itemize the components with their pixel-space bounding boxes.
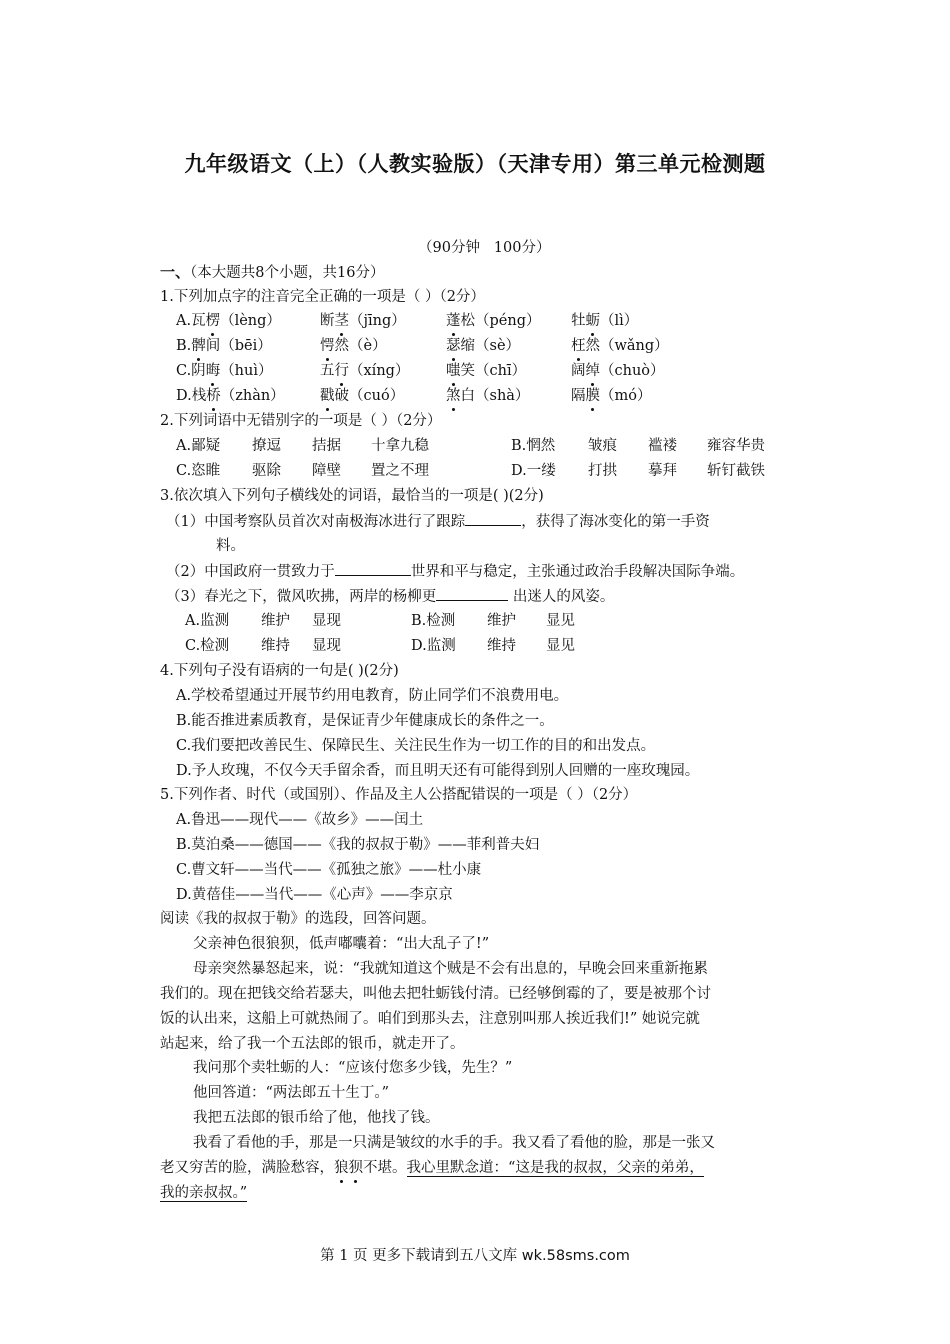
option-text: D.栈: [176, 388, 207, 404]
passage-paragraph-6-line-2: [160, 1158, 704, 1178]
option-text: 五: [320, 363, 335, 379]
q2-option-a-word-2: 撩逗: [252, 438, 281, 454]
dotted-character: 愕: [320, 338, 335, 354]
dotted-character: 行: [334, 363, 349, 379]
reading-intro: 阅读《我的叔叔于勒》的选段，回答问题。: [160, 911, 436, 927]
underlined-sentence: 我心里默念道：“这是我的叔叔，父亲的弟弟，: [406, 1160, 704, 1176]
dotted-character: 煞: [446, 388, 461, 404]
pinyin-annotation: 白（shà）: [460, 388, 530, 404]
pinyin-annotation: 然（wǎng）: [585, 338, 669, 354]
q1-option-b-item-3: [446, 336, 520, 356]
dotted-character: 髀: [191, 338, 206, 354]
q3-s2-part-a: （2）中国政府一贯致力于: [166, 564, 335, 580]
option-text: A.瓦: [176, 313, 206, 329]
q3-option-a-word-2: 维护: [261, 613, 290, 629]
q1-option-a-item-4: [571, 311, 638, 331]
dotted-character: 嗤: [446, 363, 461, 379]
q4-option-d: D.予人玫瑰，不仅今天手留余香，而且明天还有可能得到别人回赠的一座玫瑰园。: [176, 763, 700, 779]
pinyin-annotation: （xíng）: [349, 363, 410, 379]
dotted-character: 瑟: [446, 338, 461, 354]
passage-paragraph-3: 我问那个卖牡蛎的人：“应该付您多少钱，先生？”: [193, 1060, 513, 1076]
dotted-character: 膜: [585, 388, 600, 404]
q3-sentence-3: [166, 586, 614, 607]
option-text: B.: [176, 338, 192, 354]
pinyin-annotation: 破（cuó）: [334, 388, 405, 404]
pinyin-annotation: 笑（chī）: [460, 363, 527, 379]
pinyin-annotation: （mó）: [600, 388, 652, 404]
q1-option-c-item-4: [571, 361, 665, 381]
option-text: 断: [320, 313, 335, 329]
pinyin-annotation: （lì）: [600, 313, 639, 329]
passage-paragraph-4: 他回答道：“两法郎五十生丁。”: [193, 1085, 390, 1101]
p6-text-b: 不堪。: [363, 1160, 407, 1176]
q2-option-b-word-1: B.惘然: [511, 438, 556, 454]
underlined-sentence-end: 我的亲叔叔。”: [160, 1185, 248, 1201]
q4-option-c: C.我们要把改善民生、保障民生、关注民生作为一切工作的目的和出发点。: [176, 738, 656, 754]
q3-option-a-word-1: A.监测: [185, 613, 230, 629]
exam-duration-score: （90分钟 100分）: [418, 240, 551, 256]
q2-option-a-word-3: 拮据: [312, 438, 341, 454]
q1-option-b-item-2: [320, 336, 387, 356]
dotted-character: 蛎: [585, 313, 600, 329]
q3-stem: 3.依次填入下列句子横线处的词语，最恰当的一项是( )(2分): [160, 488, 544, 504]
passage-paragraph-2-line-2: 我们的。现在把钱交给若瑟夫，叫他去把牡蛎钱付清。已经够倒霉的了，要是被那个讨: [160, 986, 711, 1002]
q3-option-d-word-2: 维持: [487, 638, 516, 654]
section-heading: [160, 262, 384, 283]
q1-option-c-item-3: [446, 361, 526, 381]
dotted-character: 枉: [571, 338, 586, 354]
passage-paragraph-5: 我把五法郎的银币给了他，他找了钱。: [193, 1110, 440, 1126]
footer-website-link[interactable]: wk.58sms.com: [521, 1248, 630, 1264]
p6-text-a: 老又穷苦的脸，满脸愁容，: [160, 1160, 334, 1176]
q3-option-a-word-3: 显现: [312, 613, 341, 629]
pinyin-annotation: （lèng）: [220, 313, 281, 329]
q2-option-c-word-3: 障壁: [312, 463, 341, 479]
passage-paragraph-6-line-3: [160, 1183, 247, 1203]
section-description: （本大题共8个小题，共16分）: [190, 265, 385, 281]
q5-option-b: B.莫泊桑——德国——《我的叔叔于勒》——菲利普夫妇: [176, 837, 540, 853]
dotted-character: 狼: [334, 1160, 349, 1176]
q1-option-a-item-1: [176, 311, 281, 331]
pinyin-annotation: 松（péng）: [460, 313, 541, 329]
q3-sentence-1: [166, 511, 710, 532]
q1-stem: 1.下列加点字的注音完全正确的一项是（ ）（2分）: [160, 289, 485, 305]
pinyin-annotation: 然（è）: [334, 338, 387, 354]
q3-option-b-word-3: 显见: [546, 613, 575, 629]
q3-option-d-word-3: 显见: [546, 638, 575, 654]
pinyin-annotation: 缩（sè）: [460, 338, 521, 354]
q2-stem: 2.下列词语中无错别字的一项是（ ）（2分）: [160, 413, 442, 429]
q1-option-b-item-4: [571, 336, 669, 356]
q2-option-c-word-4: 置之不理: [371, 463, 429, 479]
q5-option-c: C.曹文轩——当代——《孤独之旅》——杜小康: [176, 862, 482, 878]
pinyin-annotation: （zhàn）: [220, 388, 285, 404]
passage-paragraph-2-line-4: 站起来，给了我一个五法郎的银币，就走开了。: [160, 1036, 465, 1052]
footer-text: 第 1 页 更多下载请到五八文库: [320, 1248, 522, 1264]
q2-option-d-word-1: D.一缕: [511, 463, 556, 479]
q3-option-c-word-1: C.检测: [185, 638, 230, 654]
q4-option-b: B.能否推进素质教育，是保证青少年健康成长的条件之一。: [176, 713, 554, 729]
q2-option-b-word-2: 皱痕: [588, 438, 617, 454]
q1-option-d-item-3: [446, 386, 529, 406]
q3-s2-part-b: 世界和平与稳定，主张通过政治手段解决国际争端。: [410, 564, 745, 580]
q3-option-b-word-1: B.检测: [411, 613, 456, 629]
option-text: C.阴: [176, 363, 206, 379]
dotted-character: 绰: [585, 363, 600, 379]
q5-stem: 5.下列作者、时代（或国别）、作品及主人公搭配错误的一项是（ ）（2分）: [160, 787, 638, 803]
section-number: 一、: [160, 263, 191, 281]
dotted-character: 戳: [320, 388, 335, 404]
q2-option-d-word-2: 打拱: [588, 463, 617, 479]
q1-option-a-item-3: [446, 311, 540, 331]
q3-option-d-word-1: D.监测: [411, 638, 456, 654]
dotted-character: 狈: [348, 1160, 363, 1176]
q2-option-d-word-4: 斩钉截铁: [707, 463, 765, 479]
option-text: 阔: [571, 363, 586, 379]
dotted-character: 茎: [334, 313, 349, 329]
option-text: 隔: [571, 388, 586, 404]
q2-option-a-word-4: 十拿九稳: [371, 438, 429, 454]
q1-option-d-item-4: [571, 386, 651, 406]
pinyin-annotation: 间（bēi）: [205, 338, 272, 354]
pinyin-annotation: （jīng）: [349, 313, 406, 329]
q4-stem: 4.下列句子没有语病的一句是( )(2分): [160, 663, 399, 679]
q3-s1-part-a: （1）中国考察队员首次对南极海冰进行了跟踪: [166, 514, 466, 530]
q1-option-a-item-2: [320, 311, 406, 331]
q5-option-d: D.黄蓓佳——当代——《心声》——李京京: [176, 887, 453, 903]
q3-option-b-word-2: 维护: [487, 613, 516, 629]
q3-sentence-2: [166, 561, 744, 582]
q4-option-a: A.学校希望通过开展节约用电教育，防止同学们不浪费用电。: [176, 688, 569, 704]
dotted-character: 楞: [205, 313, 221, 329]
q2-option-c-word-2: 驱除: [252, 463, 281, 479]
q5-option-a: A.鲁迅——现代——《故乡》——闰土: [176, 812, 424, 828]
pinyin-annotation: （huì）: [220, 363, 273, 379]
q2-option-b-word-4: 雍容华贵: [707, 438, 765, 454]
passage-paragraph-2-line-3: 饭的认出来，这船上可就热闹了。咱们到那头去，注意别叫那人挨近我们!” 她说完就: [160, 1011, 700, 1027]
q3-blank-1: [465, 511, 521, 526]
q3-option-c-word-2: 维持: [261, 638, 290, 654]
document-title: 九年级语文（上）（人教实验版）（天津专用）第三单元检测题: [184, 152, 766, 176]
option-text: 牡: [571, 313, 586, 329]
q3-s1-part-b: ，获得了海冰变化的第一手资: [521, 514, 710, 530]
q1-option-c-item-2: [320, 361, 409, 381]
q3-s3-part-a: （3）春光之下，微风吹拂，两岸的杨柳更: [166, 589, 437, 605]
q1-option-d-item-2: [320, 386, 404, 406]
q2-option-a-word-1: A.鄙疑: [176, 438, 221, 454]
dotted-character: 蓬: [446, 313, 461, 329]
dotted-character: 晦: [205, 363, 221, 379]
q1-option-c-item-1: [176, 361, 273, 381]
q3-blank-2: [335, 561, 411, 576]
page-footer: [0, 1244, 950, 1265]
q2-option-d-word-3: 摹拜: [648, 463, 677, 479]
pinyin-annotation: （chuò）: [600, 363, 665, 379]
q1-option-b-item-1: [176, 336, 272, 356]
q1-option-d-item-1: [176, 386, 285, 406]
q3-s1-continuation: 料。: [216, 538, 245, 554]
passage-paragraph-6-line-1: 我看了看他的手，那是一只满是皱纹的水手的手。我又看了看他的脸，那是一张又: [193, 1135, 715, 1151]
passage-paragraph-1: 父亲神色很狼狈，低声嘟囔着：“出大乱子了!”: [193, 936, 490, 952]
q3-option-c-word-3: 显现: [312, 638, 341, 654]
q3-blank-3: [436, 586, 508, 601]
passage-paragraph-2-line-1: 母亲突然暴怒起来，说：“我就知道这个贼是不会有出息的，早晚会回来重新拖累: [193, 961, 708, 977]
q3-s3-part-b: 出迷人的风姿。: [508, 589, 615, 605]
q2-option-b-word-3: 褴褛: [648, 438, 677, 454]
q2-option-c-word-1: C.恣睢: [176, 463, 221, 479]
dotted-character: 桥: [206, 388, 221, 404]
